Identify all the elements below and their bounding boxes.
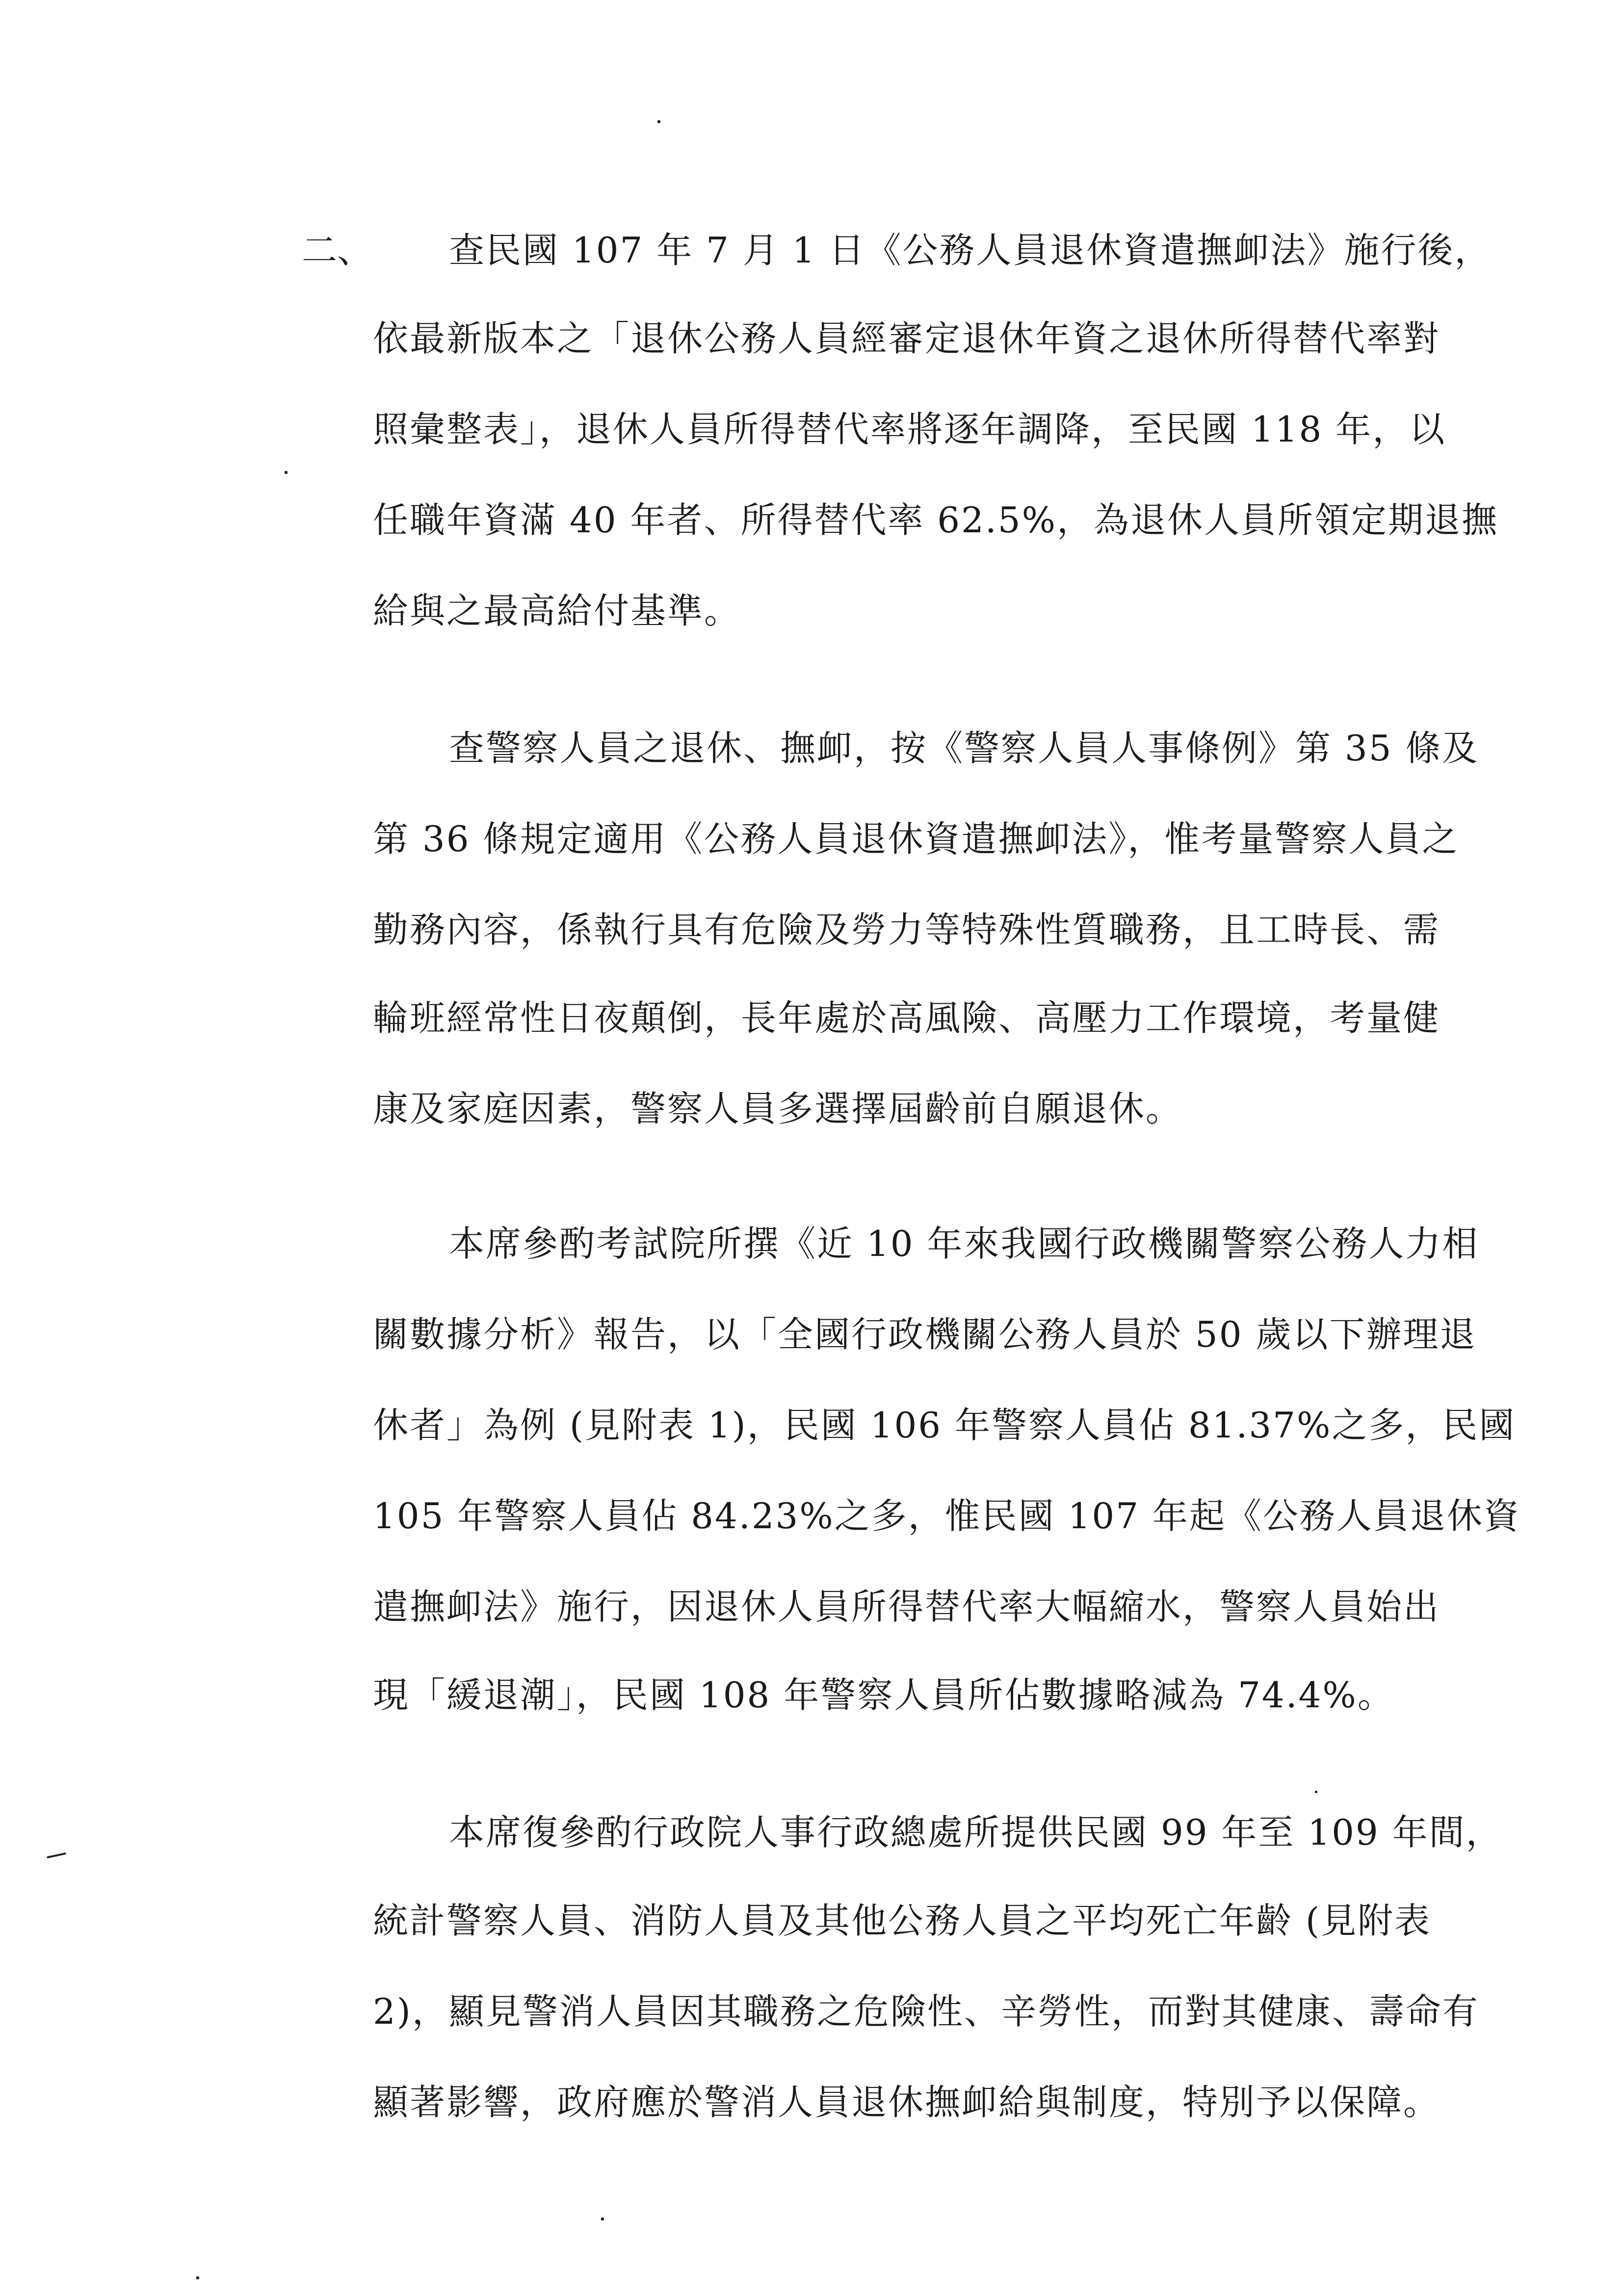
scan-speck <box>657 120 660 123</box>
scan-speck <box>601 2218 604 2220</box>
paragraph-2-line-1: 查警察人員之退休、撫卹，按《警察人員人事條例》第 35 條及 <box>449 728 1479 769</box>
paragraph-3-line-4: 105 年警察人員佔 84.23%之多，惟民國 107 年起《公務人員退休資 <box>373 1495 1520 1537</box>
paragraph-4-line-3: 2)，顯見警消人員因其職務之危險性、辛勞性，而對其健康、壽命有 <box>373 1991 1479 2032</box>
paragraph-1-line-2: 依最新版本之「退休公務人員經審定退休年資之退休所得替代率對 <box>373 318 1441 359</box>
paragraph-2-line-4: 輪班經常性日夜顛倒，長年處於高風險、高壓力工作環境，考量健 <box>373 997 1441 1039</box>
paragraph-3-line-2: 關數據分析》報告，以「全國行政機關公務人員於 50 歲以下辦理退 <box>373 1314 1477 1355</box>
paragraph-2-line-3: 勤務內容，係執行具有危險及勞力等特殊性質職務，且工時長、需 <box>373 909 1441 950</box>
paragraph-4-line-2: 統計警察人員、消防人員及其他公務人員之平均死亡年齡 (見附表 <box>373 1900 1431 1941</box>
paragraph-2-line-2: 第 36 條規定適用《公務人員退休資遣撫卹法》，惟考量警察人員之 <box>373 818 1459 860</box>
paragraph-3-line-1: 本席參酌考試院所撰《近 10 年來我國行政機關警察公務人力相 <box>449 1223 1479 1264</box>
paragraph-3-line-6: 現「緩退潮」，民國 108 年警察人員所佔數據略減為 74.4%。 <box>373 1674 1394 1716</box>
scan-speck <box>47 1852 66 1858</box>
paragraph-4-line-1: 本席復參酌行政院人事行政總處所提供民國 99 年至 109 年間， <box>449 1812 1503 1853</box>
scan-speck <box>285 471 288 474</box>
paragraph-1-line-3: 照彙整表」，退休人員所得替代率將逐年調降，至民國 118 年，以 <box>373 409 1446 450</box>
section-number: 二、 <box>302 230 373 271</box>
paragraph-1-line-5: 給與之最高給付基準。 <box>373 590 741 631</box>
scan-speck <box>196 2276 199 2279</box>
paragraph-1-line-1: 查民國 107 年 7 月 1 日《公務人員退休資遣撫卹法》施行後， <box>449 230 1492 271</box>
paragraph-1-line-4: 任職年資滿 40 年者、所得替代率 62.5%，為退休人員所領定期退撫 <box>373 499 1499 541</box>
paragraph-2-line-5: 康及家庭因素，警察人員多選擇屆齡前自願退休。 <box>373 1088 1183 1129</box>
paragraph-3-line-5: 遣撫卹法》施行，因退休人員所得替代率大幅縮水，警察人員始出 <box>373 1586 1441 1627</box>
paragraph-4-line-4: 顯著影響，政府應於警消人員退休撫卹給與制度，特別予以保障。 <box>373 2082 1441 2123</box>
scan-speck <box>1315 1791 1317 1793</box>
paragraph-3-line-3: 休者」為例 (見附表 1)，民國 106 年警察人員佔 81.37%之多，民國 <box>373 1405 1516 1446</box>
